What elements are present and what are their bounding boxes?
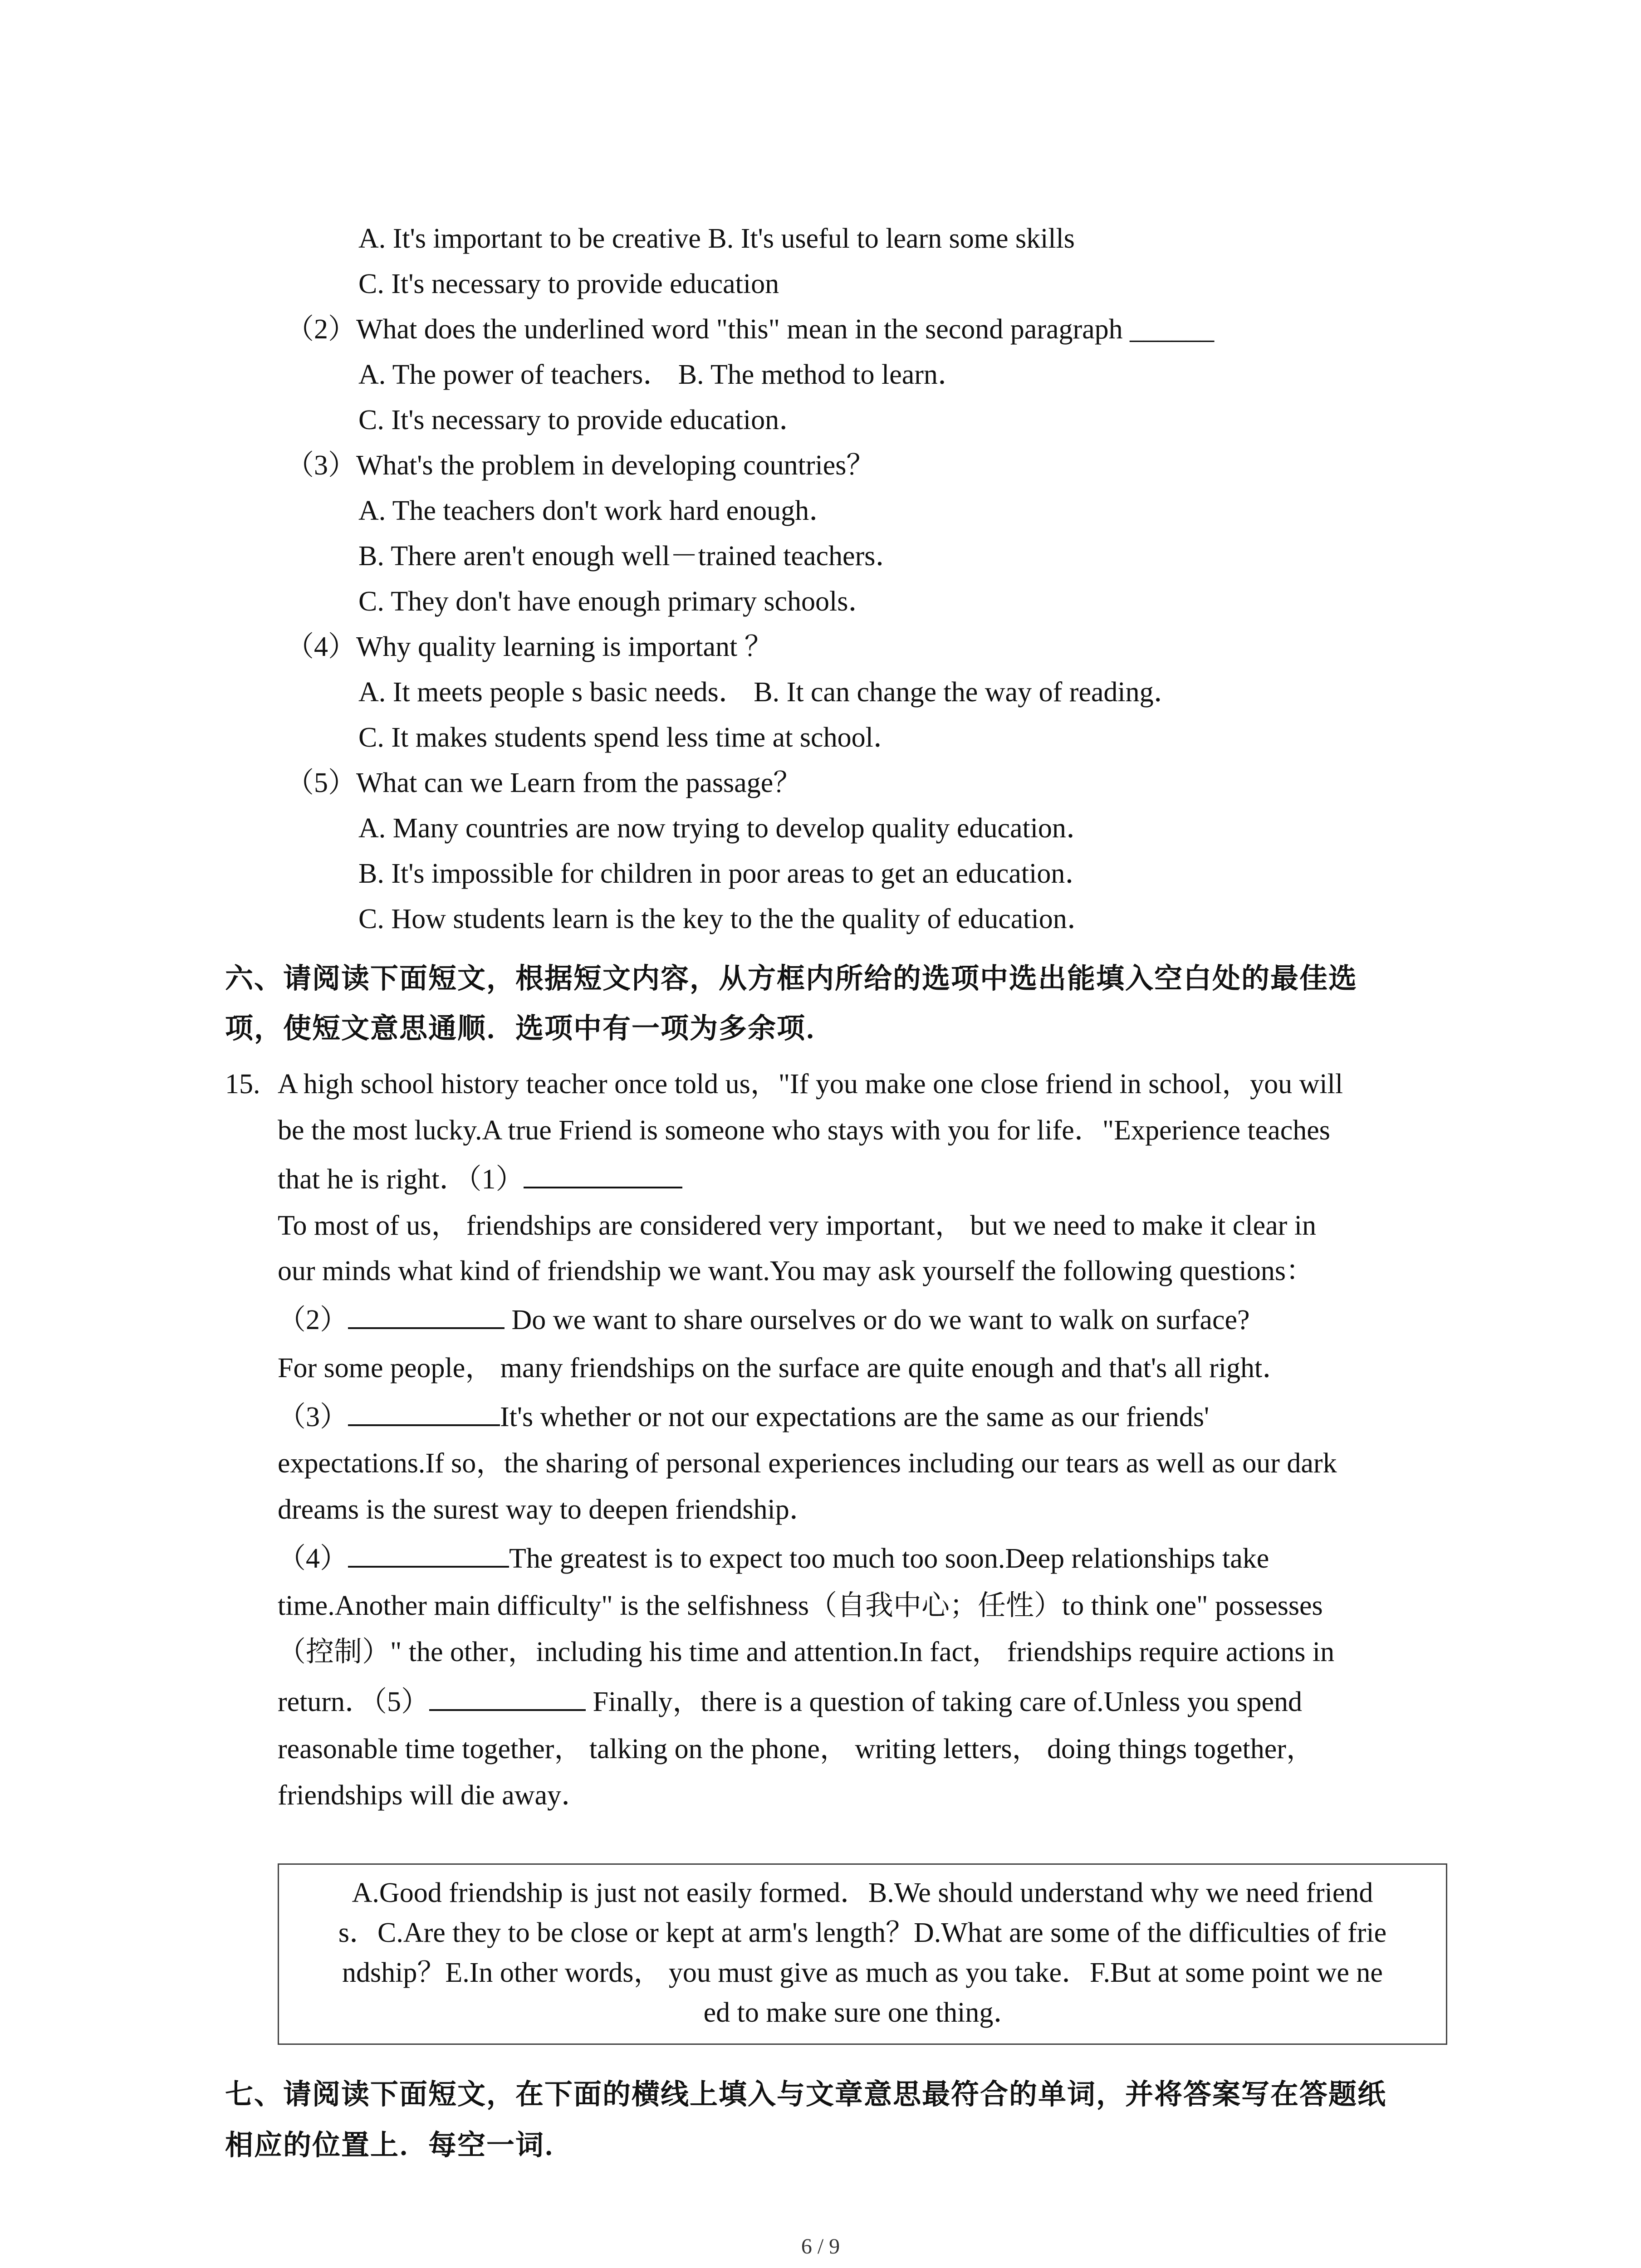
- section6-heading-line2: 项，使短文意思通顺．选项中有一项为多余项．: [225, 1013, 835, 1044]
- q5-option-c: C. How students learn is the key to the the quality of education．: [358, 904, 1095, 934]
- passage-line-7: For some people， many friendships on the surface are quite enough and that's all right．: [278, 1353, 1291, 1383]
- blank-3[interactable]: [348, 1424, 500, 1426]
- q5-option-a: A. Many countries are now trying to develop quality education．: [358, 813, 1094, 844]
- section6-heading-line1: 六、请阅读下面短文，根据短文内容，从方框内所给的选项中选出能填入空白处的最佳选: [225, 963, 1358, 994]
- q3-option-c: C. They don't have enough primary schools．: [358, 586, 877, 617]
- passage-line-4: To most of us， friendships are considered very important， but we need to make it clear in: [278, 1210, 1317, 1241]
- passage-line-8: [278, 1399, 1209, 1435]
- page-number: 6 / 9: [801, 2234, 840, 2258]
- passage-line-3: [278, 1161, 682, 1198]
- q2-options-ab: A. The power of teachers． B. The method to learn．: [358, 359, 966, 390]
- options-box: [278, 1863, 1447, 2045]
- q4-option-c: C. It makes students spend less time at school．: [358, 722, 901, 753]
- q4-stem: （4）Why quality learning is important ？: [286, 631, 773, 662]
- q2-stem: （2）What does the underlined word "this" mean in the second paragraph ______: [286, 314, 1215, 345]
- q15-number: 15.: [225, 1069, 260, 1100]
- blank-2-text: Do we want to share ourselves or do we want to walk on surface?: [505, 1305, 1250, 1335]
- passage-line-13: （控制）" the other，including his time and attention.In fact， friendships require actions in: [278, 1637, 1335, 1667]
- blank-4[interactable]: [348, 1565, 509, 1568]
- blank-5[interactable]: [429, 1709, 586, 1711]
- blank-2-label: （2）: [278, 1305, 348, 1335]
- passage-line-2: be the most lucky.A true Friend is someone who stays with you for life．"Experience teaches: [278, 1115, 1330, 1146]
- q1-option-c: C. It's necessary to provide education: [358, 269, 779, 299]
- blank-5-text: Finally，there is a question of taking care of.Unless you spend: [586, 1686, 1302, 1717]
- passage-line-10: dreams is the surest way to deepen friendship．: [278, 1494, 818, 1525]
- passage-line-14: [278, 1684, 1302, 1720]
- passage-line-5: our minds what kind of friendship we want.You may ask yourself the following questions：: [278, 1256, 1314, 1286]
- passage-line-11: [278, 1540, 1269, 1577]
- options-box-line-1: A.Good friendship is just not easily formed．B.We should understand why we need friend: [352, 1877, 1373, 1908]
- q3-option-b: B. There aren't enough well－trained teachers．: [358, 541, 904, 572]
- passage-line-16: friendships will die away．: [278, 1780, 590, 1811]
- section7-heading-line1: 七、请阅读下面短文，在下面的横线上填入与文章意思最符合的单词，并将答案写在答题纸: [225, 2079, 1387, 2110]
- blank-4-label: （4）: [278, 1543, 348, 1574]
- blank-5-label: return．（5）: [278, 1686, 430, 1717]
- blank-1[interactable]: [524, 1186, 682, 1188]
- options-box-line-4: ed to make sure one thing．: [703, 1997, 1022, 2028]
- blank-2[interactable]: [348, 1327, 505, 1329]
- q5-option-b: B. It's impossible for children in poor areas to get an education．: [358, 858, 1093, 889]
- options-box-line-2: s．C.Are they to be close or kept at arm's length？D.What are some of the difficulties of frie: [338, 1917, 1387, 1948]
- blank-3-label: （3）: [278, 1402, 348, 1432]
- q5-stem: （5）What can we Learn from the passage？: [286, 767, 802, 798]
- passage-line-9: expectations.If so，the sharing of personal experiences including our tears as well as our dark: [278, 1448, 1337, 1479]
- passage-line-6: [278, 1302, 1250, 1338]
- passage-line-1: A high school history teacher once told us，"If you make one close friend in school，you will: [278, 1069, 1343, 1100]
- q3-stem: （3）What's the problem in developing countries？: [286, 450, 875, 481]
- section7-heading-line2: 相应的位置上．每空一词．: [225, 2130, 574, 2161]
- passage-line-12: time.Another main difficulty" is the selfishness（自我中心；任性）to think one" possesses: [278, 1590, 1323, 1621]
- q2-option-c: C. It's necessary to provide education．: [358, 405, 808, 435]
- q3-option-a: A. The teachers don't work hard enough．: [358, 495, 838, 526]
- blank-4-text: The greatest is to expect too much too soon.Deep relationships take: [509, 1543, 1269, 1574]
- passage-line-15: reasonable time together， talking on the phone， writing letters， doing things together，: [278, 1734, 1314, 1765]
- blank-3-text: It's whether or not our expectations are the same as our friends': [500, 1402, 1210, 1432]
- q1-options-ab: A. It's important to be creative B. It's useful to learn some skills: [358, 223, 1075, 254]
- blank-1-label: that he is right．（1）: [278, 1164, 524, 1195]
- q4-options-ab: A. It meets people s basic needs． B. It can change the way of reading．: [358, 677, 1182, 708]
- options-box-line-3: ndship？E.In other words， you must give as much as you take．F.But at some point we ne: [342, 1957, 1383, 1988]
